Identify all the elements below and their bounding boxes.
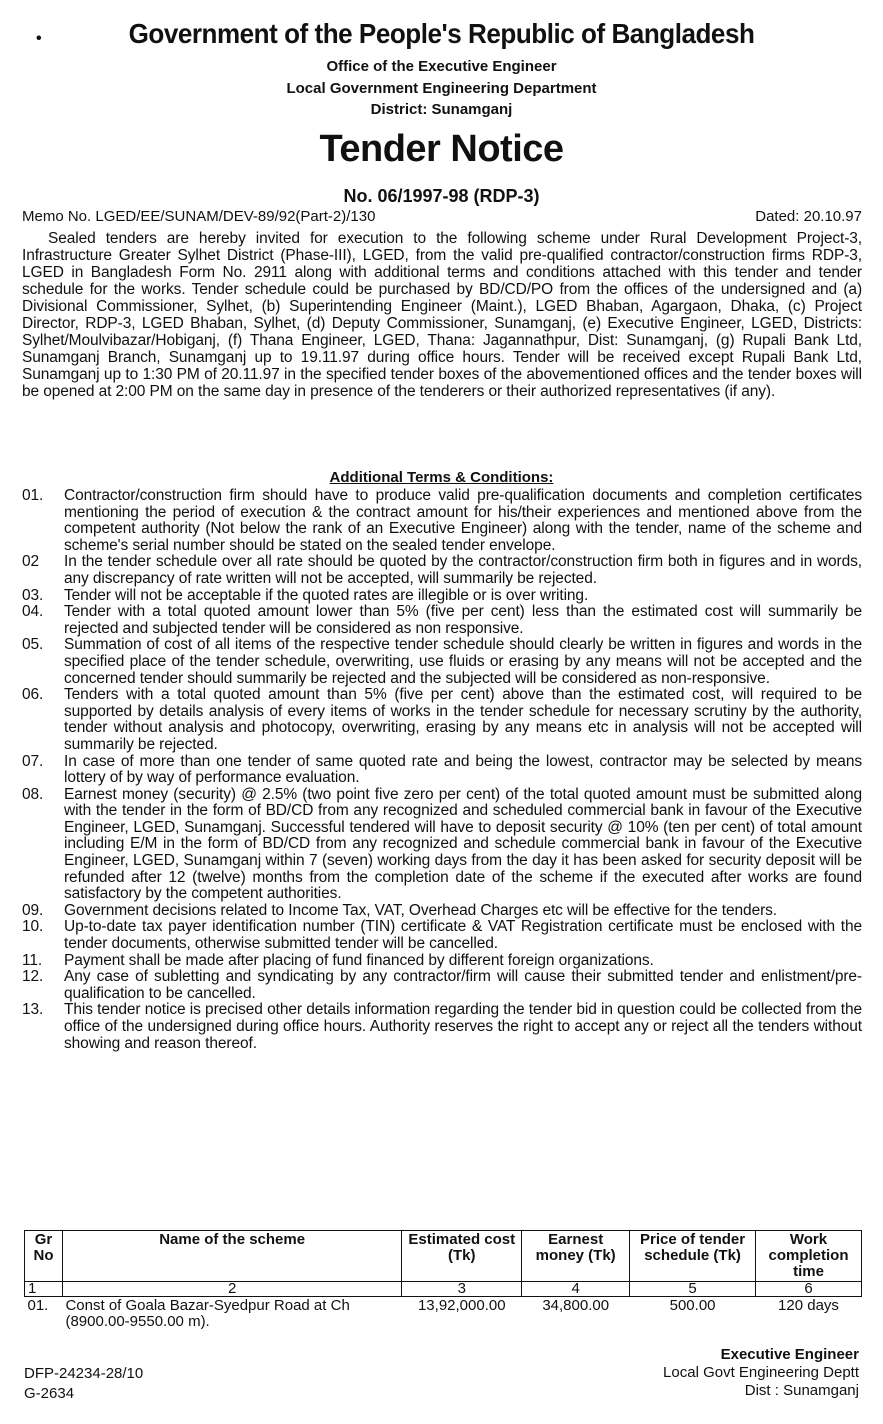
term-item (22, 554, 862, 587)
term-text: In the tender schedule over all rate should be quoted by the contractor/construction firm both in figures and in words, any discrepancy of rate written will not be accepted, will summarily be rejected. (64, 553, 862, 587)
cell-scheme-name: Const of Goala Bazar-Syedpur Road at Ch (8900.00-9550.00 m). (65, 1297, 350, 1330)
index-cell: 5 (630, 1282, 756, 1297)
memo-number: Memo No. LGED/EE/SUNAM/DEV-89/92(Part-2)/130 (22, 208, 376, 225)
terms-heading: Additional Terms & Conditions: (329, 469, 554, 486)
term-text: This tender notice is precised other details information regarding the tender bid in question could be collected from the office of the undersigned during office hours. Authority reserves the right to accept any or reject all the tenders without showing and reason thereof. (64, 1001, 862, 1052)
term-number: 06. (22, 686, 44, 704)
term-item (22, 754, 862, 787)
term-item (22, 919, 862, 952)
term-text: Tender will not be acceptable if the quoted rates are illegible or is over writing. (64, 586, 589, 604)
term-text: Government decisions related to Income Tax, VAT, Overhead Charges etc will be effective for the tenders. (64, 901, 778, 919)
signature-block (663, 1346, 859, 1400)
term-item (22, 969, 862, 1002)
index-cell: 2 (62, 1282, 401, 1297)
cell-earnest-money: 34,800.00 (542, 1297, 610, 1314)
notice-number: No. 06/1997-98 (RDP-3) (343, 186, 540, 206)
memo-date: Dated: 20.10.97 (755, 208, 862, 225)
terms-list (22, 488, 862, 1052)
term-item (22, 687, 862, 753)
term-number: 07. (22, 752, 44, 770)
term-text: Up-to-date tax payer identification number (TIN) certificate & VAT Registration certificate must be enclosed with the tender documents, otherwise submitted tender will be cancelled. (64, 918, 862, 953)
intro-paragraph: Sealed tenders are hereby invited for execution to the following scheme under Rural Development Project-3, Infrastructure Greater Sylhet District (Phase-III), LGED, from the valid pre-qualified contractor/construction firms RDP-3, LGED in Bangladesh Form No. 2911 along with additional terms and conditions attached with this tender and tender schedule for the works. Tender schedule could be purchased by BD/CD/PO from the offices of the undersigned and (a) Divisional Commissioner, Sylhet, (b) Superintending Engineer (Maint.), LGED Bhaban, Agargaon, Dhaka, (c) Project Director, RDP-3, LGED Bhaban, Sylhet, (d) Deputy Commissioner, Sunamganj, (e) Executive Engineer, LGED, Districts: Sylhet/Moulvibazar/Hobiganj, (f) Thana Engineer, LGED, Thana: Jagannathpur, Dist: Sunamganj, (g) Rupali Bank Ltd, Sunamganj Branch, Sunamganj up to 19.11.97 during office hours. Tender will be received except Rupali Bank Ltd, Sunamganj up to 1:30 PM of 20.11.97 in the specified tender boxes of the abovementioned offices and the tender boxes will be opened at 2:00 PM on the same day in presence of the tenderers or their authorized representatives (if any). (22, 230, 862, 400)
term-text: Payment shall be made after placing of fund financed by different foreign organizations. (64, 951, 654, 969)
index-cell: 6 (756, 1282, 862, 1297)
memo-row (22, 208, 862, 225)
term-number: 11. (22, 951, 43, 969)
term-text: Contractor/construction firm should have to produce valid pre-qualification documents and completion certificates mentioning the period of execution & the contract amount for his/their experiences and mentioned above from the competent authority (Not below the rank of an Executive Engineer) along with the tender, name of the scheme and scheme's serial number should be stated on the sealed tender envelope. (64, 487, 862, 554)
term-text: In case of more than one tender of same quoted rate and being the lowest, contractor may be selected by means lottery of by way of performance evaluation. (64, 752, 862, 787)
dfp-code: DFP-24234-28/10 (24, 1365, 144, 1382)
header-estimated-cost: Estimated cost (Tk) (402, 1231, 522, 1282)
term-number: 01. (22, 487, 44, 504)
table-index-row (25, 1282, 862, 1297)
term-text: Tenders with a total quoted amount than 5% (five per cent) above than the estimated cost, will required to be supported by details analysis of every items of works in the tender schedule for necessary scrutiny by the authority, tender without analysis and photocopy, overwriting, erasing by any means etc in analysis will not be accepted will summarily be rejected. (64, 686, 862, 753)
table-header-row (25, 1231, 862, 1282)
term-item (22, 604, 862, 637)
cell-estimated-cost: 13,92,000.00 (417, 1297, 506, 1314)
header-gr-no: Gr No (25, 1231, 63, 1282)
term-number: 13. (22, 1001, 44, 1019)
header-earnest-money: Earnest money (Tk) (522, 1231, 630, 1282)
header-completion-time: Work completion time (756, 1231, 862, 1282)
notice-title: Tender Notice (319, 128, 564, 170)
term-text: Any case of subletting and syndicating by any contractor/firm will cause their submitted tender and enlistment/pre-qualification to be cancelled. (64, 968, 862, 1002)
term-item (22, 1002, 862, 1052)
g-code: G-2634 (24, 1385, 75, 1402)
publication-codes (24, 1364, 143, 1404)
header-schedule-price: Price of tender schedule (Tk) (630, 1231, 756, 1282)
index-cell: 3 (402, 1282, 522, 1297)
term-text: Earnest money (security) @ 2.5% (two point five zero per cent) of the total quoted amount must be submitted along with the tender in the form of BD/CD from any recognized and scheduled commercial bank in favour of the Executive Engineer, LGED, Sunamganj. Successful tendered will have to deposit security @ 10% (ten per cent) of total amount including E/M in the form of BD/CD from any recognized and schedule commercial bank in favour of the Executive Engineer, LGED, Sunamganj within 7 (seven) working days from the day it has been asked for security deposit will be refunded after 12 (twelve) months from the completion date of the scheme if the executed after works are found satisfactory by the competent authorities. (64, 785, 862, 903)
term-item (22, 903, 862, 920)
term-number: 10. (22, 918, 44, 936)
signatory-department: Local Govt Engineering Deptt (663, 1364, 859, 1381)
office-line: Office of the Executive Engineer (326, 58, 557, 75)
term-text: Summation of cost of all items of the respective tender schedule should clearly be written in figures and words in the specified place of the tender schedule, overwriting, use fluids or erasing by any means will not be accepted and the concerned tender should summarily be rejected and the subjected will be considered as non-responsive. (64, 636, 862, 687)
table-row (25, 1297, 862, 1332)
index-cell: 4 (522, 1282, 630, 1297)
term-item (22, 488, 862, 554)
cell-gr-no: 01. (27, 1297, 49, 1314)
district-line: District: Sunamganj (370, 101, 513, 118)
cell-schedule-price: 500.00 (669, 1297, 716, 1314)
term-number: 09. (22, 901, 44, 919)
term-number: 03. (22, 586, 44, 604)
header-scheme-name: Name of the scheme (62, 1231, 401, 1282)
term-item (22, 588, 862, 605)
cell-completion-time: 120 days (778, 1297, 839, 1314)
signatory-district: Dist : Sunamganj (744, 1382, 859, 1399)
term-text: Tender with a total quoted amount lower than 5% (five per cent) less than the estimated cost will summarily be rejected and subjected tender will be considered as non responsive. (64, 603, 862, 637)
term-number: 05. (22, 636, 44, 654)
term-number: 02 (22, 553, 40, 571)
scheme-table (24, 1230, 862, 1331)
term-number: 12. (22, 968, 44, 986)
term-item (22, 787, 862, 903)
term-number: 08. (22, 785, 44, 803)
term-item (22, 953, 862, 970)
term-number: 04. (22, 603, 44, 621)
department-line: Local Government Engineering Department (286, 80, 597, 97)
term-item (22, 637, 862, 687)
signatory-title: Executive Engineer (720, 1346, 859, 1363)
index-cell: 1 (25, 1282, 63, 1297)
government-title: Government of the People's Republic of Bangladesh (128, 18, 755, 49)
bullet-mark: • (36, 30, 42, 47)
